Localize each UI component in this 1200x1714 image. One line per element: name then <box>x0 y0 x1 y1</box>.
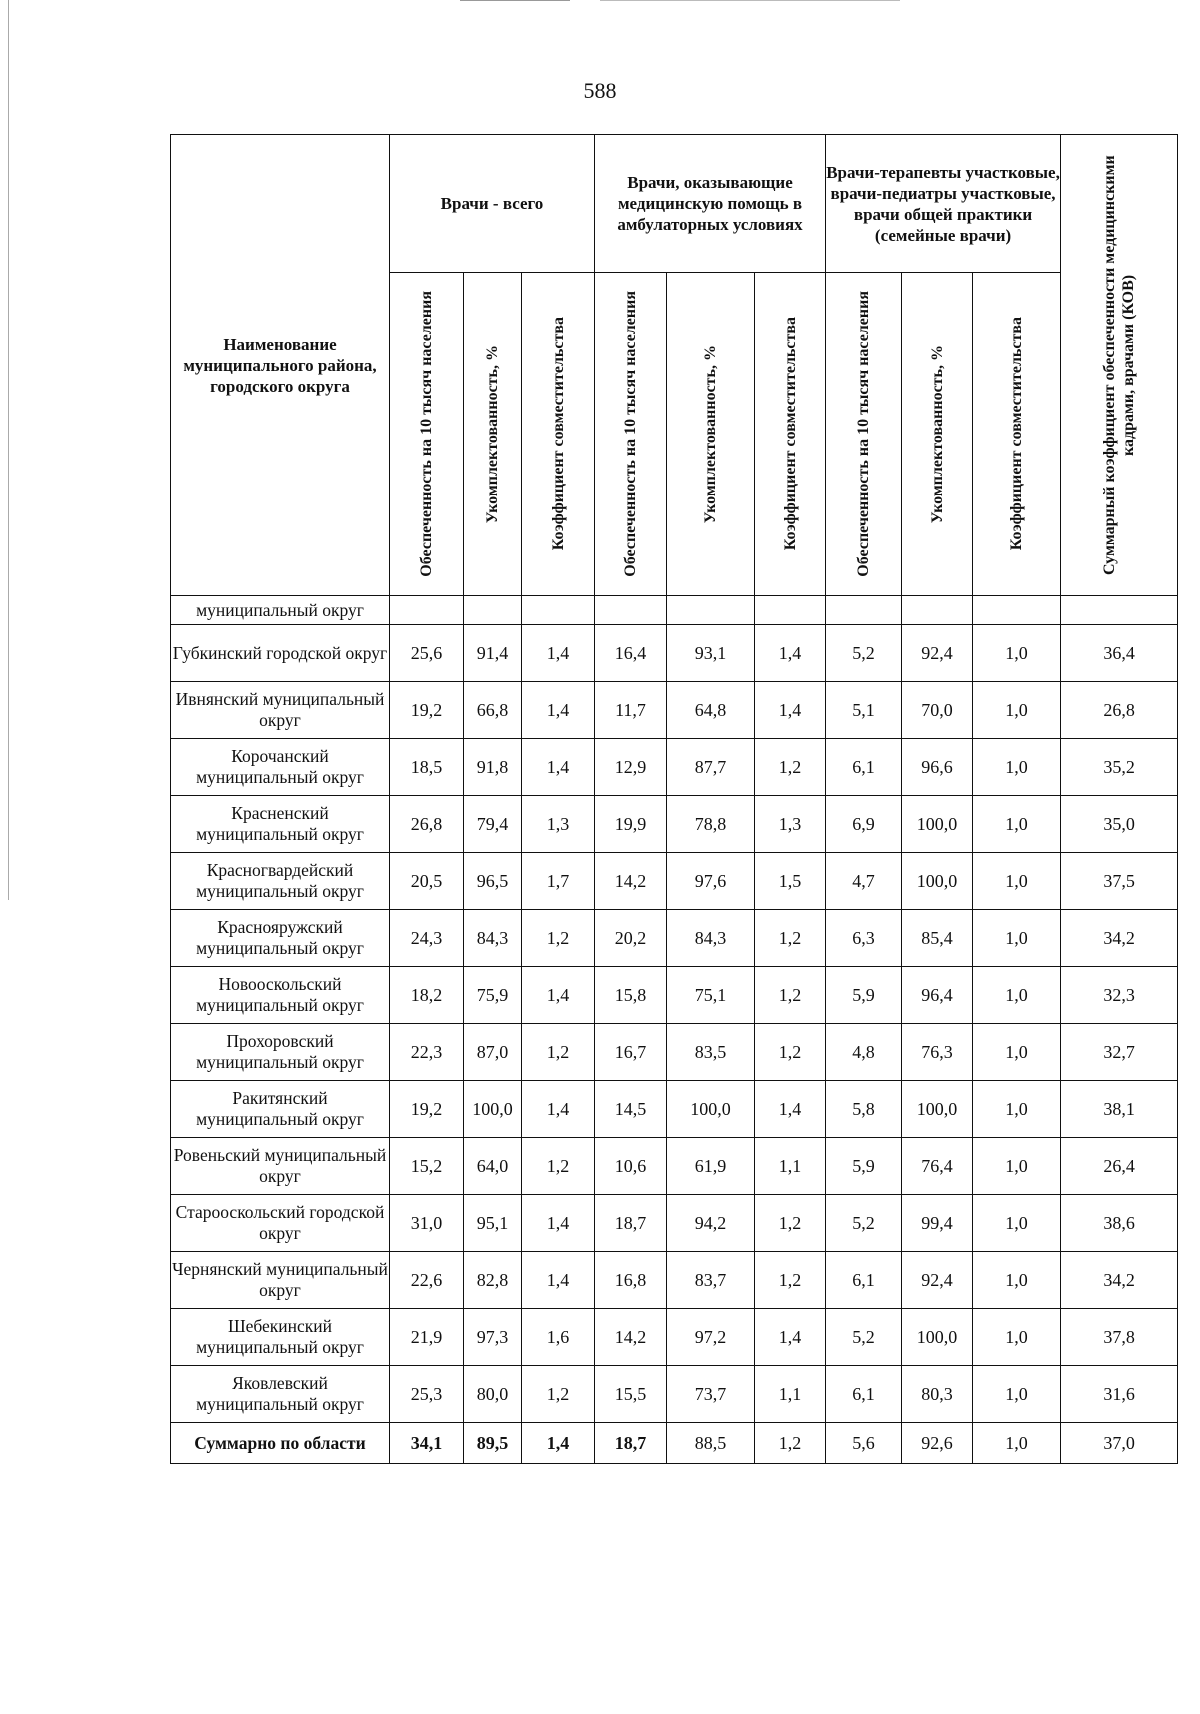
row-name: Шебекинский муниципальный округ <box>171 1309 390 1366</box>
table-cell: 80,3 <box>902 1366 973 1423</box>
table-cell: 92,6 <box>902 1423 973 1464</box>
table-cell: 5,6 <box>826 1423 902 1464</box>
table-cell: 34,1 <box>390 1423 464 1464</box>
row-name: Ракитянский муниципальный округ <box>171 1081 390 1138</box>
subheader-ratio: Коэффициент совместительства <box>755 273 826 596</box>
table-cell: 35,0 <box>1061 796 1178 853</box>
table-row <box>171 1138 1178 1195</box>
table-cell: 1,0 <box>973 853 1061 910</box>
table-cell: 1,7 <box>522 853 595 910</box>
table-cell: 15,8 <box>595 967 667 1024</box>
table-cell: 79,4 <box>464 796 522 853</box>
table-cell: 26,4 <box>1061 1138 1178 1195</box>
table-cell: 1,2 <box>755 1195 826 1252</box>
table-cell: 91,4 <box>464 625 522 682</box>
table-cell: 1,0 <box>973 1081 1061 1138</box>
table-cell: 75,1 <box>667 967 755 1024</box>
table-cell: 1,4 <box>522 1423 595 1464</box>
row-name: Прохоровский муниципальный округ <box>171 1024 390 1081</box>
table-cell: 100,0 <box>902 796 973 853</box>
row-name: Ивнянский муниципальный округ <box>171 682 390 739</box>
table-cell: 1,2 <box>522 1024 595 1081</box>
group-header-primary-care-doctors: Врачи-терапевты участковые, врачи-педиатры участковые, врачи общей практики (семейные врачи) <box>826 135 1061 273</box>
table-cell: 6,1 <box>826 1366 902 1423</box>
table-cell: 1,1 <box>755 1138 826 1195</box>
table-cell: 83,5 <box>667 1024 755 1081</box>
table-cell: 5,2 <box>826 1195 902 1252</box>
table-cell: 26,8 <box>390 796 464 853</box>
table-cell: 20,5 <box>390 853 464 910</box>
table-cell: 5,2 <box>826 625 902 682</box>
table-cell: 1,2 <box>755 739 826 796</box>
table-cell: 1,2 <box>522 1366 595 1423</box>
table-cell: 38,6 <box>1061 1195 1178 1252</box>
table-cell: 1,0 <box>973 625 1061 682</box>
table-cell: 37,5 <box>1061 853 1178 910</box>
table-cell: 1,2 <box>755 967 826 1024</box>
table-cell: 4,8 <box>826 1024 902 1081</box>
table-cell: 32,7 <box>1061 1024 1178 1081</box>
table-cell: 22,6 <box>390 1252 464 1309</box>
table-cell: 97,2 <box>667 1309 755 1366</box>
table-cell: 15,5 <box>595 1366 667 1423</box>
table-cell: 100,0 <box>902 1081 973 1138</box>
subheader-provision: Обеспеченность на 10 тысяч населения <box>595 273 667 596</box>
table-cell: 6,9 <box>826 796 902 853</box>
subheader-ratio: Коэффициент совместительства <box>522 273 595 596</box>
table-cell: 1,0 <box>973 739 1061 796</box>
page-number: 588 <box>583 78 617 103</box>
table-row <box>171 682 1178 739</box>
table-cell: 66,8 <box>464 682 522 739</box>
subheader-provision: Обеспеченность на 10 тысяч населения <box>390 273 464 596</box>
table-cell: 80,0 <box>464 1366 522 1423</box>
table-cell: 19,2 <box>390 682 464 739</box>
table-cell: 91,8 <box>464 739 522 796</box>
subheader-provision: Обеспеченность на 10 тысяч населения <box>826 273 902 596</box>
table-row <box>171 967 1178 1024</box>
table-cell: 1,0 <box>973 1252 1061 1309</box>
row-name: Ровеньский муниципальный округ <box>171 1138 390 1195</box>
table-cell: 1,0 <box>973 796 1061 853</box>
subheader-staffing: Укомплектованность, % <box>667 273 755 596</box>
table-cell: 73,7 <box>667 1366 755 1423</box>
table-cell: 5,1 <box>826 682 902 739</box>
table-row <box>171 853 1178 910</box>
table-cell: 99,4 <box>902 1195 973 1252</box>
table-cell: 25,6 <box>390 625 464 682</box>
table-cell: 96,5 <box>464 853 522 910</box>
table-cell: 37,0 <box>1061 1423 1178 1464</box>
table-cell: 19,2 <box>390 1081 464 1138</box>
table-cell: 6,1 <box>826 739 902 796</box>
row-name: Новооскольский муниципальный округ <box>171 967 390 1024</box>
table-cell: 18,7 <box>595 1423 667 1464</box>
table-cell: 82,8 <box>464 1252 522 1309</box>
table-cell: 87,7 <box>667 739 755 796</box>
table-cell: 5,9 <box>826 1138 902 1195</box>
table-cell: 21,9 <box>390 1309 464 1366</box>
table-cell: 1,0 <box>973 1024 1061 1081</box>
table-row <box>171 1081 1178 1138</box>
table-cell: 38,1 <box>1061 1081 1178 1138</box>
table-cell: 1,4 <box>522 625 595 682</box>
table-cell: 76,3 <box>902 1024 973 1081</box>
table-cell: 84,3 <box>464 910 522 967</box>
table-cell: 14,2 <box>595 853 667 910</box>
total-row <box>171 1423 1178 1464</box>
table-cell: 18,2 <box>390 967 464 1024</box>
table-cell: 16,8 <box>595 1252 667 1309</box>
table-cell: 32,3 <box>1061 967 1178 1024</box>
table-cell: 1,4 <box>522 1081 595 1138</box>
table-cell: 1,4 <box>522 967 595 1024</box>
table-cell: 94,2 <box>667 1195 755 1252</box>
table-cell: 100,0 <box>464 1081 522 1138</box>
table-cell: 93,1 <box>667 625 755 682</box>
table-cell: 5,2 <box>826 1309 902 1366</box>
table-cell: 1,0 <box>973 1423 1061 1464</box>
table-row <box>171 1366 1178 1423</box>
table-cell: 11,7 <box>595 682 667 739</box>
table-cell: 5,9 <box>826 967 902 1024</box>
table-cell: 97,6 <box>667 853 755 910</box>
table-cell: 1,4 <box>522 682 595 739</box>
table-cell: 19,9 <box>595 796 667 853</box>
table-cell: 89,5 <box>464 1423 522 1464</box>
table-row <box>171 596 1178 625</box>
table-row <box>171 739 1178 796</box>
table-cell: 35,2 <box>1061 739 1178 796</box>
row-name: Губкинский городской округ <box>171 625 390 682</box>
table-cell: 1,2 <box>755 1423 826 1464</box>
table-cell: 10,6 <box>595 1138 667 1195</box>
table-cell: 1,2 <box>755 1024 826 1081</box>
table-row <box>171 1309 1178 1366</box>
table-cell: 70,0 <box>902 682 973 739</box>
table-cell: 34,2 <box>1061 1252 1178 1309</box>
table-cell: 1,0 <box>973 682 1061 739</box>
table-cell: 31,0 <box>390 1195 464 1252</box>
table-cell: 1,0 <box>973 1195 1061 1252</box>
row-name: Корочанский муниципальный округ <box>171 739 390 796</box>
table-cell: 24,3 <box>390 910 464 967</box>
table-cell: 92,4 <box>902 625 973 682</box>
doctors-staffing-table <box>170 134 1178 1464</box>
table-cell: 1,3 <box>522 796 595 853</box>
table-cell: 96,6 <box>902 739 973 796</box>
table-cell: 34,2 <box>1061 910 1178 967</box>
table-cell: 1,4 <box>755 1081 826 1138</box>
table-cell: 1,3 <box>755 796 826 853</box>
table-cell: 76,4 <box>902 1138 973 1195</box>
table-cell: 18,5 <box>390 739 464 796</box>
row-name: Чернянский муниципальный округ <box>171 1252 390 1309</box>
table-cell: 31,6 <box>1061 1366 1178 1423</box>
table-row <box>171 1252 1178 1309</box>
table-cell: 5,8 <box>826 1081 902 1138</box>
table-row <box>171 910 1178 967</box>
table-cell: 22,3 <box>390 1024 464 1081</box>
table-cell: 1,1 <box>755 1366 826 1423</box>
table-cell: 61,9 <box>667 1138 755 1195</box>
scan-edge <box>8 0 9 900</box>
group-header-doctors-total: Врачи - всего <box>390 135 595 273</box>
table-cell: 1,4 <box>755 625 826 682</box>
table-cell: 18,7 <box>595 1195 667 1252</box>
table-cell: 26,8 <box>1061 682 1178 739</box>
subheader-staffing: Укомплектованность, % <box>902 273 973 596</box>
row-name: Яковлевский муниципальный округ <box>171 1366 390 1423</box>
table-cell: 78,8 <box>667 796 755 853</box>
table-cell: 1,0 <box>973 1366 1061 1423</box>
table-cell: 95,1 <box>464 1195 522 1252</box>
table-cell: 1,4 <box>522 739 595 796</box>
table-cell: 75,9 <box>464 967 522 1024</box>
table-cell: 1,0 <box>973 910 1061 967</box>
table-cell: 1,2 <box>522 910 595 967</box>
table-cell: 14,2 <box>595 1309 667 1366</box>
table-cell: 6,3 <box>826 910 902 967</box>
row-name: муниципальный округ <box>171 596 390 625</box>
table-cell: 97,3 <box>464 1309 522 1366</box>
table-cell: 83,7 <box>667 1252 755 1309</box>
table-cell: 1,4 <box>755 682 826 739</box>
table-cell: 20,2 <box>595 910 667 967</box>
table-cell: 64,0 <box>464 1138 522 1195</box>
row-name: Красненский муниципальный округ <box>171 796 390 853</box>
table-cell: 96,4 <box>902 967 973 1024</box>
table-cell: 1,0 <box>973 1309 1061 1366</box>
scan-artifact <box>600 0 900 1</box>
table-cell: 1,4 <box>522 1195 595 1252</box>
table-cell: 37,8 <box>1061 1309 1178 1366</box>
table-cell: 64,8 <box>667 682 755 739</box>
table-row <box>171 1195 1178 1252</box>
table-cell: 14,5 <box>595 1081 667 1138</box>
table-cell: 84,3 <box>667 910 755 967</box>
subheader-ratio: Коэффициент совместительства <box>973 273 1061 596</box>
table-cell: 1,6 <box>522 1309 595 1366</box>
table-cell: 1,4 <box>755 1309 826 1366</box>
table-cell: 100,0 <box>667 1081 755 1138</box>
table-cell: 92,4 <box>902 1252 973 1309</box>
table-cell: 1,2 <box>755 910 826 967</box>
table-cell: 88,5 <box>667 1423 755 1464</box>
table-cell: 1,2 <box>522 1138 595 1195</box>
table-cell: 15,2 <box>390 1138 464 1195</box>
table-cell: 6,1 <box>826 1252 902 1309</box>
table-cell: 16,7 <box>595 1024 667 1081</box>
row-name: Суммарно по области <box>171 1423 390 1464</box>
row-name: Старооскольский городской округ <box>171 1195 390 1252</box>
table-cell: 4,7 <box>826 853 902 910</box>
table-row <box>171 625 1178 682</box>
header-kov <box>1061 135 1178 596</box>
table-cell: 85,4 <box>902 910 973 967</box>
scan-artifact <box>460 0 570 1</box>
header-kov-label: Суммарный коэффициент обеспеченности медицинскими кадрами, врачами (КОВ) <box>1101 155 1138 575</box>
table-cell: 12,9 <box>595 739 667 796</box>
table-row <box>171 1024 1178 1081</box>
table-cell: 87,0 <box>464 1024 522 1081</box>
table-cell: 1,0 <box>973 967 1061 1024</box>
row-name: Красногвардейский муниципальный округ <box>171 853 390 910</box>
table-cell: 1,2 <box>755 1252 826 1309</box>
table-cell: 25,3 <box>390 1366 464 1423</box>
table-cell: 1,5 <box>755 853 826 910</box>
row-name: Краснояружский муниципальный округ <box>171 910 390 967</box>
subheader-staffing: Укомплектованность, % <box>464 273 522 596</box>
table-cell: 1,0 <box>973 1138 1061 1195</box>
table-cell: 1,4 <box>522 1252 595 1309</box>
header-name-column: Наименование муниципального района, городского округа <box>171 135 390 596</box>
group-header-outpatient-doctors: Врачи, оказывающие медицинскую помощь в амбулаторных условиях <box>595 135 826 273</box>
table-row <box>171 796 1178 853</box>
table-cell: 100,0 <box>902 1309 973 1366</box>
table-cell: 100,0 <box>902 853 973 910</box>
table-cell: 16,4 <box>595 625 667 682</box>
table-cell: 36,4 <box>1061 625 1178 682</box>
